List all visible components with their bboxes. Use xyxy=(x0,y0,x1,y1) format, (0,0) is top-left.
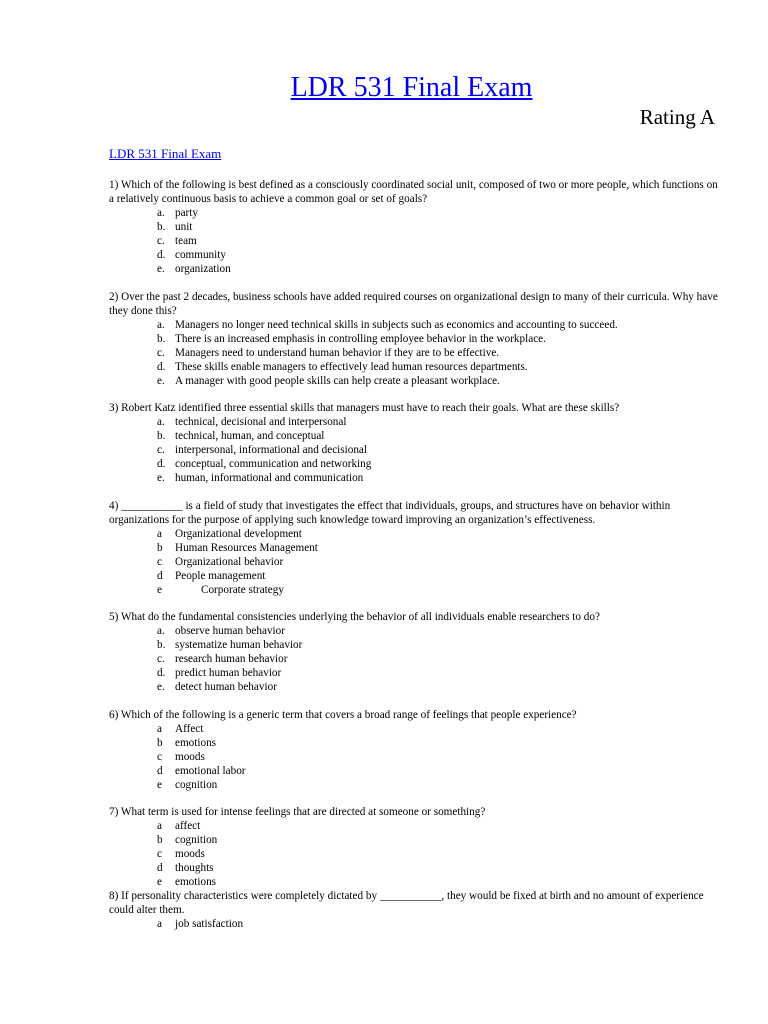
answer-options xyxy=(109,722,721,792)
question-4 xyxy=(109,499,721,597)
question-stem: 7) What term is used for intense feelings that are directed at someone or something? xyxy=(109,806,486,818)
answer-option xyxy=(157,569,721,583)
option-text: interpersonal, informational and decisional xyxy=(175,444,367,456)
option-text: moods xyxy=(175,750,205,763)
option-letter: c xyxy=(157,750,162,763)
option-letter: d xyxy=(157,569,163,582)
option-letter: e. xyxy=(157,472,165,484)
answer-option xyxy=(157,652,721,666)
question-stem: 5) What do the fundamental consistencies underlying the behavior of all individuals enable researchers to do? xyxy=(109,611,600,623)
option-text: conceptual, communication and networking xyxy=(175,458,372,470)
option-text: Human Resources Management xyxy=(175,541,318,554)
option-text: observe human behavior xyxy=(175,625,285,637)
answer-option xyxy=(157,875,721,889)
option-letter: b xyxy=(157,736,163,749)
option-text: technical, decisional and interpersonal xyxy=(175,416,347,428)
option-letter: e xyxy=(157,583,162,596)
answer-option xyxy=(157,415,721,429)
question-list xyxy=(109,178,721,945)
option-letter: b. xyxy=(157,430,166,442)
option-text: community xyxy=(175,249,226,261)
option-letter: d. xyxy=(157,360,166,373)
question-stem: 4) ___________ is a field of study that investigates the effect that individuals, groups, and structures have on behavior within organizations for the purpose of applying such knowledge toward improving an organization’s effectiveness. xyxy=(109,499,671,526)
option-text: Managers no longer need technical skills in subjects such as economics and accounting to succeed. xyxy=(175,318,618,331)
option-letter: d. xyxy=(157,249,166,261)
question-3 xyxy=(109,401,721,485)
answer-options xyxy=(109,819,721,889)
question-6 xyxy=(109,708,721,792)
option-text: Corporate strategy xyxy=(201,583,284,596)
option-letter: a xyxy=(157,918,162,930)
option-letter: c xyxy=(157,848,162,860)
option-text: detect human behavior xyxy=(175,681,277,693)
question-2 xyxy=(109,290,721,388)
option-letter: b. xyxy=(157,639,166,651)
option-text: Organizational development xyxy=(175,527,302,540)
answer-option xyxy=(157,764,721,778)
question-1 xyxy=(109,178,721,276)
answer-option xyxy=(157,234,721,248)
answer-options xyxy=(109,318,721,388)
answer-option xyxy=(157,318,721,332)
option-text: emotions xyxy=(175,876,217,888)
question-stem: 3) Robert Katz identified three essential skills that managers must have to reach their goals. What are these skills? xyxy=(109,402,620,414)
option-letter: d. xyxy=(157,458,166,470)
answer-option xyxy=(157,360,721,374)
answer-option xyxy=(157,666,721,680)
option-text: unit xyxy=(175,221,193,233)
option-letter: a. xyxy=(157,416,165,428)
option-text: job satisfaction xyxy=(175,918,244,930)
answer-option xyxy=(157,541,721,555)
option-text: research human behavior xyxy=(175,653,288,665)
rating-label: Rating A xyxy=(639,105,715,129)
answer-options xyxy=(109,917,721,931)
answer-option xyxy=(157,555,721,569)
answer-option xyxy=(157,374,721,388)
option-letter: e. xyxy=(157,374,165,387)
answer-option xyxy=(157,750,721,764)
option-letter: a. xyxy=(157,207,165,219)
answer-options xyxy=(109,527,721,597)
answer-option xyxy=(157,624,721,638)
option-text: cognition xyxy=(175,834,218,846)
question-stem: 8) If personality characteristics were completely dictated by ___________, they would be fixed at birth and no amount of experience could alter them. xyxy=(109,890,704,916)
answer-option xyxy=(157,833,721,847)
answer-option xyxy=(157,527,721,541)
option-letter: e. xyxy=(157,263,165,275)
option-letter: c. xyxy=(157,235,165,247)
answer-option xyxy=(157,220,721,234)
answer-option xyxy=(157,917,721,931)
option-letter: d xyxy=(157,764,163,777)
option-letter: c. xyxy=(157,346,165,359)
answer-options xyxy=(109,206,721,276)
option-text: team xyxy=(175,235,197,247)
option-letter: b xyxy=(157,541,163,554)
answer-option xyxy=(157,778,721,792)
answer-option xyxy=(157,736,721,750)
option-letter: b. xyxy=(157,221,166,233)
option-text: predict human behavior xyxy=(175,667,282,679)
option-letter: a xyxy=(157,820,162,832)
option-letter: c xyxy=(157,555,162,568)
question-stem: 1) Which of the following is best defined as a consciously coordinated social unit, composed of two or more people, which functions on a relatively continuous basis to achieve a common goal or set of goals? xyxy=(109,179,718,205)
option-text: These skills enable managers to effectively lead human resources departments. xyxy=(175,360,528,373)
option-text: There is an increased emphasis in controlling employee behavior in the workplace. xyxy=(175,332,546,345)
question-7 xyxy=(109,805,721,889)
option-text: moods xyxy=(175,848,205,860)
option-text: human, informational and communication xyxy=(175,472,364,484)
answer-option xyxy=(157,847,721,861)
option-text: affect xyxy=(175,820,201,832)
answer-option xyxy=(157,248,721,262)
option-letter: c. xyxy=(157,444,165,456)
option-text: organization xyxy=(175,263,231,275)
answer-option xyxy=(157,722,721,736)
answer-options xyxy=(109,624,721,694)
option-letter: e xyxy=(157,778,162,791)
option-text: thoughts xyxy=(175,862,214,874)
option-text: technical, human, and conceptual xyxy=(175,430,325,442)
answer-option xyxy=(157,443,721,457)
option-letter: a. xyxy=(157,318,165,331)
question-5 xyxy=(109,610,721,694)
option-letter: b. xyxy=(157,332,166,345)
answer-option xyxy=(157,429,721,443)
document-title-link[interactable]: LDR 531 Final Exam xyxy=(290,72,533,103)
option-letter: a xyxy=(157,527,162,540)
option-text: cognition xyxy=(175,778,218,791)
answer-option xyxy=(157,457,721,471)
answer-option xyxy=(157,861,721,875)
option-text: Organizational behavior xyxy=(175,555,284,568)
option-text: Affect xyxy=(175,722,204,735)
answer-option xyxy=(157,206,721,220)
option-text: emotions xyxy=(175,736,217,749)
option-text: party xyxy=(175,207,198,219)
option-letter: d. xyxy=(157,667,166,679)
option-text: Managers need to understand human behavior if they are to be effective. xyxy=(175,346,500,359)
option-text: systematize human behavior xyxy=(175,639,303,651)
option-letter: c. xyxy=(157,653,165,665)
question-stem: 2) Over the past 2 decades, business schools have added required courses on organizational design to many of their curricula. Why have they done this? xyxy=(109,290,718,317)
option-letter: a. xyxy=(157,625,165,637)
option-letter: e. xyxy=(157,681,165,693)
option-text: People management xyxy=(175,569,266,582)
option-letter: d xyxy=(157,862,163,874)
question-8 xyxy=(109,889,721,931)
answer-options xyxy=(109,415,721,485)
option-text: emotional labor xyxy=(175,764,246,777)
option-letter: b xyxy=(157,834,163,846)
answer-option xyxy=(157,638,721,652)
answer-option xyxy=(157,262,721,276)
answer-option xyxy=(157,680,721,694)
exam-link[interactable]: LDR 531 Final Exam xyxy=(109,146,222,161)
question-stem: 6) Which of the following is a generic term that covers a broad range of feelings that people experience? xyxy=(109,708,577,721)
answer-option xyxy=(157,819,721,833)
option-letter: a xyxy=(157,722,162,735)
option-text: A manager with good people skills can help create a pleasant workplace. xyxy=(175,374,500,387)
answer-option xyxy=(157,583,721,597)
answer-option xyxy=(157,346,721,360)
answer-option xyxy=(157,471,721,485)
answer-option xyxy=(157,332,721,346)
option-letter: e xyxy=(157,876,162,888)
